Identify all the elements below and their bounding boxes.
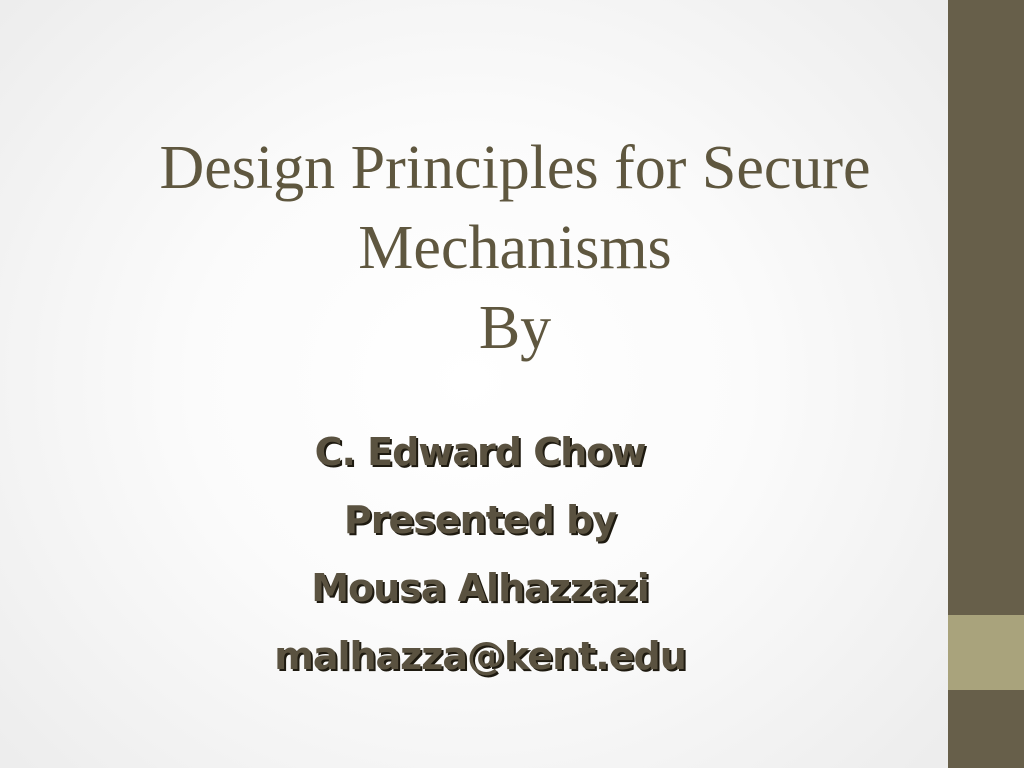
decorative-side-accent	[948, 615, 1024, 690]
presenter-email: malhazza@kent.edu	[274, 634, 686, 678]
title-line-1: Design Principles for Secure	[159, 134, 871, 202]
author-name: C. Edward Chow	[314, 430, 646, 474]
slide-subtitle	[180, 418, 780, 690]
title-line-2: Mechanisms	[358, 214, 672, 282]
title-line-3: By	[478, 294, 552, 362]
slide-title	[90, 128, 940, 368]
presenter-name: Mousa Alhazzazi	[311, 566, 649, 610]
presented-by-label: Presented by	[343, 498, 617, 542]
